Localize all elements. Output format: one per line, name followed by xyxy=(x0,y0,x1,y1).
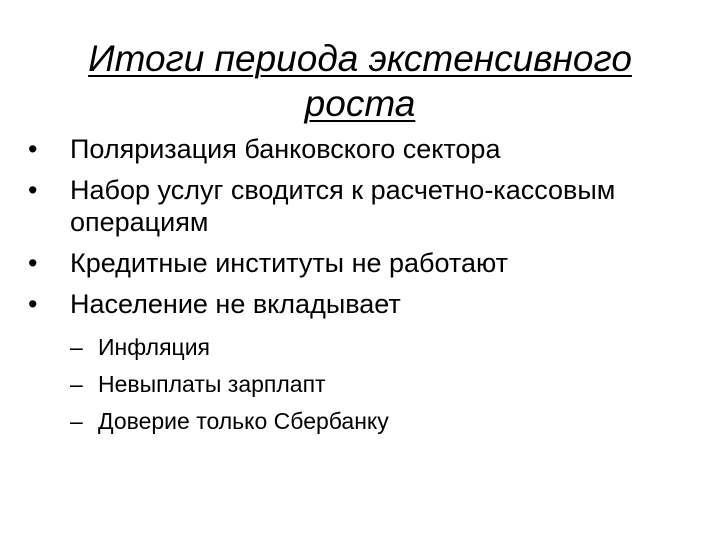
bullet-text: Население не вкладывает xyxy=(70,289,401,319)
slide-title: Итоги периода экстенсивного роста xyxy=(88,38,632,124)
sub-bullet-item xyxy=(70,408,686,435)
bullet-marker: • xyxy=(28,289,38,319)
bullet-text: Набор услуг сводится к расчетно-кассовым операциям xyxy=(70,175,616,237)
dash-marker: – xyxy=(70,371,83,397)
sub-bullet-list xyxy=(70,334,686,435)
bullet-text: Кредитные институты не работают xyxy=(70,248,509,278)
bullet-item xyxy=(26,133,686,165)
bullet-list xyxy=(26,133,686,445)
sub-bullet-item xyxy=(70,334,686,361)
sub-bullet-item xyxy=(70,371,686,398)
dash-marker: – xyxy=(70,408,83,434)
bullet-marker: • xyxy=(28,134,38,164)
bullet-marker: • xyxy=(28,248,38,278)
sub-bullet-text: Невыплаты зарплапт xyxy=(98,371,326,397)
bullet-text: Поляризация банковского сектора xyxy=(70,134,501,164)
sub-bullet-text: Доверие только Сбербанку xyxy=(98,408,389,434)
bullet-item xyxy=(26,174,686,238)
bullet-item xyxy=(26,247,686,279)
sub-bullet-text: Инфляция xyxy=(98,334,211,360)
dash-marker: – xyxy=(70,334,83,360)
bullet-marker: • xyxy=(28,175,38,205)
bullet-item xyxy=(26,288,686,435)
